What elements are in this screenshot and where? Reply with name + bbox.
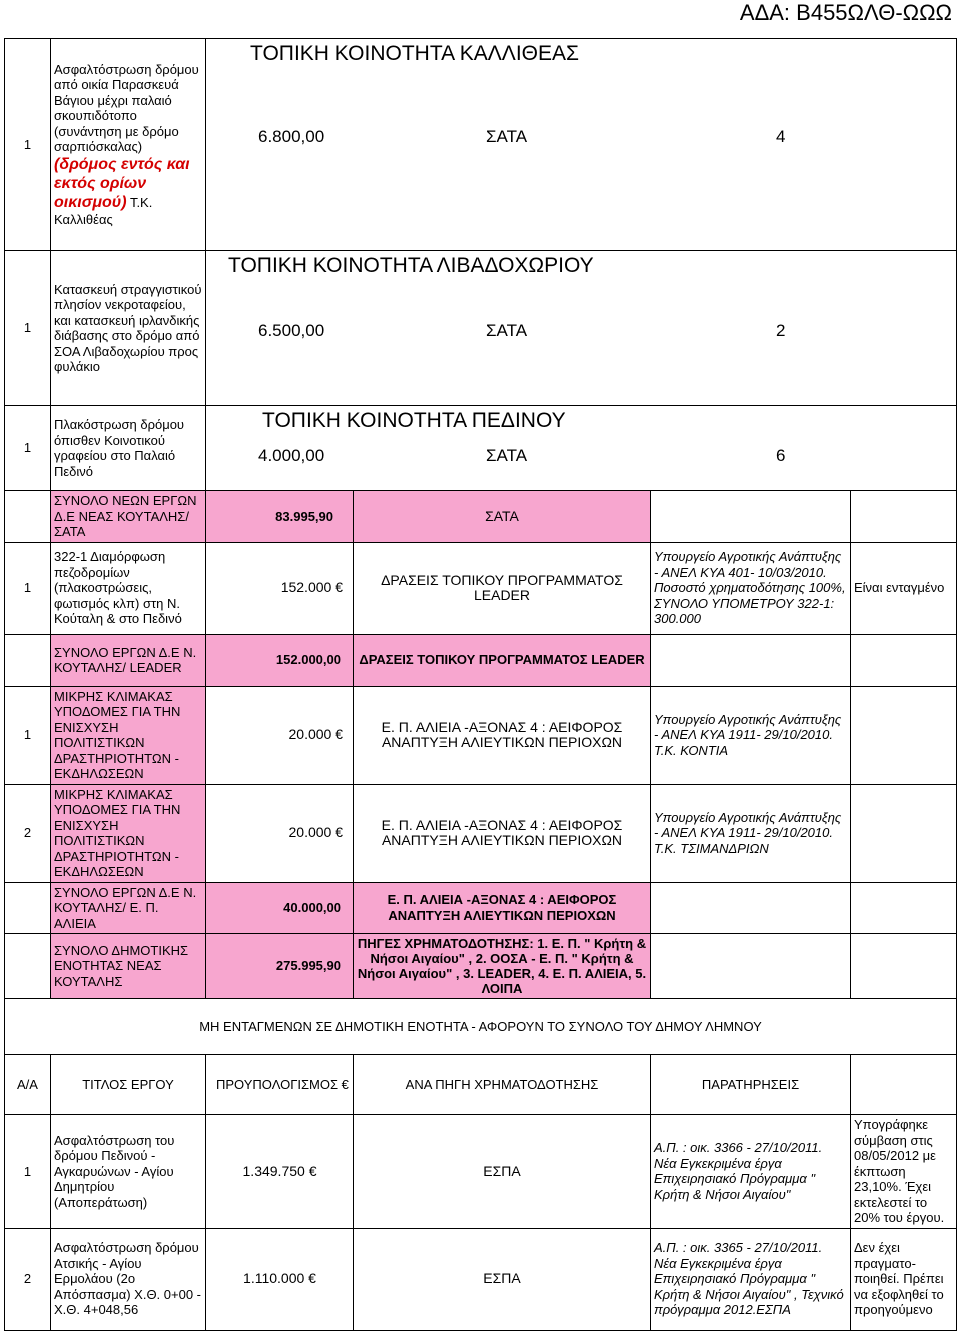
projects-table: [4, 38, 957, 1331]
budget-value: 4.000,00: [258, 446, 325, 465]
source-value: ΕΣΠΑ: [354, 1228, 651, 1330]
total-label: ΣΥΝΟΛΟ ΔΗΜΟΤΙΚΗΣ ΕΝΟΤΗΤΑΣ ΝΕΑΣ ΚΟΥΤΑΛΗΣ: [51, 934, 206, 999]
source-value: ΔΡΑΣΕΙΣ ΤΟΠΙΚΟΥ ΠΡΟΓΡΑΜΜΑΤΟΣ LEADER: [354, 542, 651, 634]
budget-value: 20.000 €: [206, 784, 354, 882]
project-title: Πλακόστρωση δρόμου όπισθεν Κοινοτικού γραφείου στο Παλαιό Πεδινό: [51, 406, 206, 491]
table-header-row: [5, 1055, 957, 1115]
table-row: [5, 1115, 957, 1229]
community-heading: ΤΟΠΙΚΗ ΚΟΙΝΟΤΗΤΑ ΠΕΔΙΝΟΥ: [262, 409, 566, 432]
header-source: ΑΝΑ ΠΗΓΗ ΧΡΗΜΑΤΟΔΟΤΗΣΗΣ: [354, 1055, 651, 1115]
source-value: Ε. Π. ΑΛΙΕΙΑ -ΑΞΟΝΑΣ 4 : ΑΕΙΦΟΡΟΣ ΑΝΑΠΤΥΞΗ ΑΛΙΕΥΤΙΚΩΝ ΠΕΡΙΟΧΩΝ: [354, 784, 651, 882]
row-number: 2: [5, 784, 51, 882]
total-source: ΣΑΤΑ: [354, 491, 651, 543]
row-number: 1: [5, 251, 51, 406]
section-banner: ΜΗ ΕΝΤΑΓΜΕΝΩΝ ΣΕ ΔΗΜΟΤΙΚΗ ΕΝΟΤΗΤΑ - ΑΦΟΡΟΥΝ ΤΟ ΣΥΝΟΛΟ ΤΟΥ ΔΗΜΟΥ ΛΗΜΝΟΥ: [5, 999, 957, 1055]
total-budget: 83.995,90: [206, 491, 354, 543]
total-source: Ε. Π. ΑΛΙΕΙΑ -ΑΞΟΝΑΣ 4 : ΑΕΙΦΟΡΟΣ ΑΝΑΠΤΥΞΗ ΑΛΙΕΥΤΙΚΩΝ ΠΕΡΙΟΧΩΝ: [354, 882, 651, 934]
table-row: [5, 999, 957, 1055]
row-number: 1: [5, 542, 51, 634]
source-value: ΣΑΤΑ: [486, 127, 528, 146]
budget-value: 6.500,00: [258, 321, 325, 340]
extra-value: 2: [776, 321, 786, 340]
table-row: [5, 784, 957, 882]
source-value: Ε. Π. ΑΛΙΕΙΑ -ΑΞΟΝΑΣ 4 : ΑΕΙΦΟΡΟΣ ΑΝΑΠΤΥΞΗ ΑΛΙΕΥΤΙΚΩΝ ΠΕΡΙΟΧΩΝ: [354, 686, 651, 784]
budget-value: 1.349.750 €: [206, 1115, 354, 1229]
table-row: [5, 934, 957, 999]
table-row: [5, 1228, 957, 1330]
notes-value: Α.Π. : οικ. 3365 - 27/10/2011. Νέα Εγκεκριμένα έργα Επιχειρησιακό Πρόγραμμα " Κρήτη & Νήσοι Αιγαίου" , Τεχνικό πρόγραμμα 2012.ΕΣΠΑ: [651, 1228, 851, 1330]
budget-value: 152.000 €: [206, 542, 354, 634]
extra-value: 6: [776, 446, 786, 465]
row-values: [206, 434, 956, 464]
header-budget: ΠΡΟΥΠΟΛΟΓΙΣΜΟΣ €: [206, 1055, 354, 1115]
table-row: [5, 251, 957, 406]
source-value: ΕΣΠΑ: [354, 1115, 651, 1229]
source-value: ΣΑΤΑ: [486, 446, 528, 465]
community-heading: ΤΟΠΙΚΗ ΚΟΙΝΟΤΗΤΑ ΚΑΛΛΙΘΕΑΣ: [250, 42, 579, 65]
table-row: [5, 406, 957, 491]
project-title: Ασφαλτόστρωση δρόμου από οικία Παρασκευά Βάγιου μέχρι παλαιό σκουπιδότοπο (συνάντηση με δρόμο σαρπιόσκαλας) (δρόμος εντός και εκτός ορίων οικισμού) Τ.Κ. Καλλιθέας: [51, 39, 206, 251]
total-label: ΣΥΝΟΛΟ ΕΡΓΩΝ Δ.Ε Ν. ΚΟΥΤΑΛΗΣ/ LEADER: [51, 634, 206, 686]
header-notes: ΠΑΡΑΤΗΡΗΣΕΙΣ: [651, 1055, 851, 1115]
remarks-value: Δεν έχει πραγματο- ποιηθεί. Πρέπει να εξοφληθεί το προηγούμενο: [851, 1228, 957, 1330]
table-row: [5, 634, 957, 686]
budget-value: 20.000 €: [206, 686, 354, 784]
row-values: [206, 279, 956, 339]
project-title: 322-1 Διαμόρφωση πεζοδρομίων (πλακοστρώσεις, φωτισμός κλπ) στη Ν. Κούταλη & στο Πεδινό: [51, 542, 206, 634]
remarks-value: Είναι ενταγμένο: [851, 542, 957, 634]
total-budget: 40.000,00: [206, 882, 354, 934]
budget-value: 6.800,00: [258, 127, 325, 146]
table-row: [5, 491, 957, 543]
notes-value: Υπουργείο Αγροτικής Ανάπτυξης - ΑΝΕΛ ΚΥΑ 1911- 29/10/2010. Τ.Κ. ΚΟΝΤΙΑ: [651, 686, 851, 784]
project-title: Ασφαλτόστρωση του δρόμου Πεδινού - Αγκαρυώνων - Αγίου Δημητρίου (Αποπεράτωση): [51, 1115, 206, 1229]
total-source: ΠΗΓΕΣ ΧΡΗΜΑΤΟΔΟΤΗΣΗΣ: 1. Ε. Π. " Κρήτη & Νήσοι Αιγαίου" , 2. ΟΟΣΑ - Ε. Π. " Κρήτη & Νήσοι Αιγαίου" , 3. LEADER, 4. Ε. Π. ΑΛΙΕΙΑ, 5. ΛΟΙΠΑ: [354, 934, 651, 999]
project-title: ΜΙΚΡΗΣ ΚΛΙΜΑΚΑΣ ΥΠΟΔΟΜΕΣ ΓΙΑ ΤΗΝ ΕΝΙΣΧΥΣΗ ΠΟΛΙΤΙΣΤΙΚΩΝ ΔΡΑΣΤΗΡΙΟΤΗΤΩΝ - ΕΚΔΗΛΩΣΕΩΝ: [51, 784, 206, 882]
total-label: ΣΥΝΟΛΟ ΝΕΩΝ ΕΡΓΩΝ Δ.Ε ΝΕΑΣ ΚΟΥΤΑΛΗΣ/ ΣΑΤΑ: [51, 491, 206, 543]
ada-code: ΑΔΑ: Β455ΩΛΘ-ΩΩΩ: [739, 0, 952, 25]
extra-value: 4: [776, 127, 786, 146]
total-budget: 152.000,00: [206, 634, 354, 686]
remarks-value: Υπογράφηκε σύμβαση στις 08/05/2012 με έκπτωση 23,10%. Έχει εκτελεστεί το 20% του έργου.: [851, 1115, 957, 1229]
table-row: [5, 39, 957, 251]
total-source: ΔΡΑΣΕΙΣ ΤΟΠΙΚΟΥ ΠΡΟΓΡΑΜΜΑΤΟΣ LEADER: [354, 634, 651, 686]
project-title: ΜΙΚΡΗΣ ΚΛΙΜΑΚΑΣ ΥΠΟΔΟΜΕΣ ΓΙΑ ΤΗΝ ΕΝΙΣΧΥΣΗ ΠΟΛΙΤΙΣΤΙΚΩΝ ΔΡΑΣΤΗΡΙΟΤΗΤΩΝ - ΕΚΔΗΛΩΣΕΩΝ: [51, 686, 206, 784]
row-values: [206, 67, 956, 145]
source-value: ΣΑΤΑ: [486, 321, 528, 340]
community-heading: ΤΟΠΙΚΗ ΚΟΙΝΟΤΗΤΑ ΛΙΒΑΔΟΧΩΡΙΟΥ: [228, 254, 594, 277]
notes-value: Υπουργείο Αγροτικής Ανάπτυξης - ΑΝΕΛ ΚΥΑ 401- 10/03/2010. Ποσοστό χρηματοδότησης 100%, ΣΥΝΟΛΟ ΥΠΟΜΕΤΡΟΥ 322-1: 300.000: [651, 542, 851, 634]
total-budget: 275.995,90: [206, 934, 354, 999]
row-number: 1: [5, 1115, 51, 1229]
notes-value: Υπουργείο Αγροτικής Ανάπτυξης - ΑΝΕΛ ΚΥΑ 1911- 29/10/2010. Τ.Κ. ΤΣΙΜΑΝΔΡΙΩΝ: [651, 784, 851, 882]
total-label: ΣΥΝΟΛΟ ΕΡΓΩΝ Δ.Ε Ν. ΚΟΥΤΑΛΗΣ/ Ε. Π. ΑΛΙΕΙΑ: [51, 882, 206, 934]
project-title: Κατασκευή στραγγιστικού πλησίον νεκροταφείου, και κατασκευή ιρλανδικής διάβασης στο δρόμο από ΣΟΑ Λιβαδοχωρίου προς φυλάκιο: [51, 251, 206, 406]
header-aa: Α/Α: [5, 1055, 51, 1115]
row-number: 1: [5, 406, 51, 491]
project-title-highlight: (δρόμος εντός και εκτός ορίων οικισμού): [54, 155, 190, 211]
notes-value: Α.Π. : οικ. 3366 - 27/10/2011. Νέα Εγκεκριμένα έργα Επιχειρησιακό Πρόγραμμα " Κρήτη & Νήσοι Αιγαίου": [651, 1115, 851, 1229]
row-number: 1: [5, 39, 51, 251]
row-number: 1: [5, 686, 51, 784]
table-row: [5, 686, 957, 784]
table-row: [5, 542, 957, 634]
table-row: [5, 882, 957, 934]
project-title: Ασφαλτόστρωση δρόμου Ατσικής - Αγίου Ερμολάου (2ο Απόσπασμα) Χ.Θ. 0+00 - Χ.Θ. 4+048,56: [51, 1228, 206, 1330]
row-number: 2: [5, 1228, 51, 1330]
budget-value: 1.110.000 €: [206, 1228, 354, 1330]
header-title: ΤΙΤΛΟΣ ΕΡΓΟΥ: [51, 1055, 206, 1115]
